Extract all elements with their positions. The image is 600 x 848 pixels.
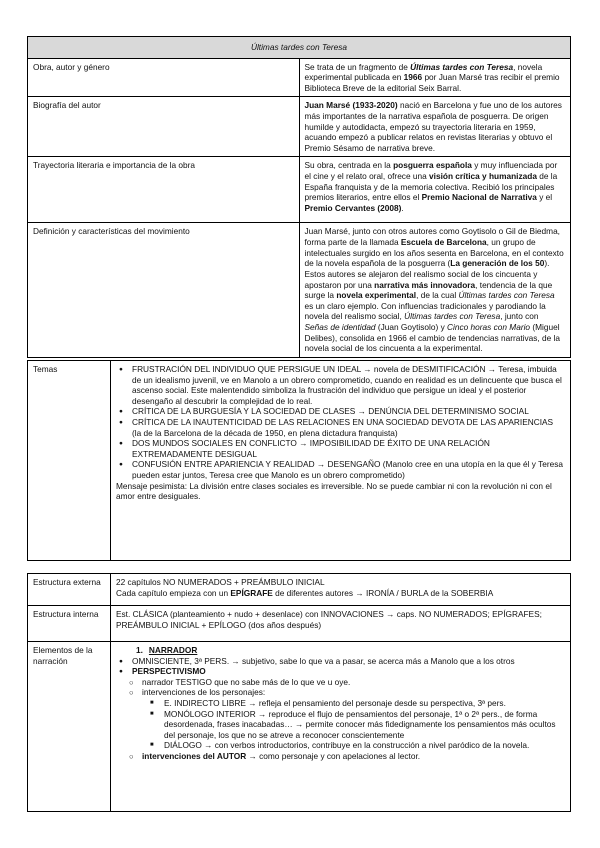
trayectoria-text-7: y el	[536, 192, 553, 203]
obra-row	[28, 58, 571, 97]
elemento-subitem: ○ narrador TESTIGO que no sabe más de lo que ve u oye.	[116, 677, 564, 688]
definicion-text-17: (Miguel Delibes), consolida en 1966 el cambio de tendencias narrativas, de la novela social de los cincuenta a la experimental.	[304, 321, 561, 354]
estructura-externa-content	[111, 574, 571, 606]
trayectoria-text-1: Su obra, centrada en la	[304, 160, 394, 171]
elementos-row	[28, 642, 571, 812]
temas-row	[28, 361, 571, 561]
autor-intervenciones-text: → como personaje y con apelaciones al lector.	[246, 751, 421, 762]
tema-item: ● CRÍTICA DE LA INAUTENTICIDAD DE LAS RELACIONES EN UNA SOCIEDAD DEVOTA DE LAS APARIENCIAS (la de la Barcelona de la década de 1950, en plena dictadura franquista)	[116, 417, 564, 438]
estructura-externa-text-c: de diferentes autores → IRONÍA / BURLA de la SOBERBIA	[272, 587, 494, 598]
obra-title: Últimas tardes con Teresa	[410, 61, 514, 72]
elemento-subitem: ○ intervenciones de los personajes:	[116, 687, 564, 698]
narrador-heading	[116, 645, 564, 656]
autor-intervenciones: intervenciones del AUTOR	[142, 751, 247, 762]
temas-list	[116, 364, 564, 481]
definicion-text-12: Últimas tardes con Teresa	[404, 311, 501, 322]
trayectoria-text-5: de la España franquista y de la memoria colectiva. Recibió los principales premios literarios, entre ellos el	[304, 171, 558, 203]
trayectoria-row	[28, 157, 571, 223]
trayectoria-text-2: posguerra española	[393, 160, 472, 171]
biografia-row	[28, 97, 571, 157]
estructura-externa-row	[28, 574, 571, 606]
elemento-subitem	[116, 751, 564, 762]
tema-item: ● CONFUSIÓN ENTRE APARIENCIA Y REALIDAD → DESENGAÑO (Manolo cree en una utopía en la que él y Teresa pueden estar juntos, Teresa cree que Manolo es un obrero comprometido)	[116, 459, 564, 480]
definicion-text-4: La generación de los 50	[450, 258, 545, 269]
obra-year: 1966	[403, 72, 423, 83]
elemento-item: ● OMNISCIENTE, 3ª PERS. → subjetivo, sabe lo que va a pasar, se acerca más a Manolo que a los otros	[116, 656, 564, 667]
estructura-externa-line-1: 22 capítulos NO NUMERADOS + PREÁMBULO INICIAL	[116, 577, 325, 587]
estructura-table	[27, 573, 571, 812]
trayectoria-text-4: visión crítica y humanizada	[429, 171, 537, 182]
tema-item: ● CRÍTICA DE LA BURGUESÍA Y LA SOCIEDAD DE CLASES → DENÚNCIA DEL DETERMINISMO SOCIAL	[116, 406, 564, 417]
definicion-text-16: Cinco horas con Mario	[447, 321, 531, 332]
definicion-text-10: Últimas tardes con Teresa	[458, 290, 555, 301]
trayectoria-text-9: .	[401, 202, 404, 213]
definicion-content	[299, 223, 571, 357]
obra-text-5: por Juan Marsé tras recibir el premio Biblioteca Breve de la editorial Seix Barral.	[304, 72, 560, 93]
document-title: Últimas tardes con Teresa	[28, 37, 571, 59]
estructura-externa-label: Estructura externa	[28, 574, 111, 606]
estructura-interna-row	[28, 606, 571, 642]
elementos-label: Elementos de la narración	[28, 642, 111, 812]
trayectoria-label: Trayectoria literaria e importancia de la obra	[28, 157, 300, 223]
trayectoria-content	[299, 157, 571, 223]
obra-text-3: , novela experimental publicada en	[304, 61, 543, 83]
title-row	[28, 37, 571, 59]
biografia-text: nació en Barcelona y fue uno de los autores más importantes de la narrativa española de posguerra. De origen humilde y autodidacta, empezó su trayectoria literaria en 1959, acuando empezó a publicar relatos en revistas literarias y obtuvo el Premio Sésamo de narrativa breve.	[304, 100, 562, 153]
biografia-author: Juan Marsé (1933-2020)	[304, 100, 398, 111]
temas-mensaje: Mensaje pesimista: La división entre clases sociales es irreversible. No se puede cambiar ni con la revolución ni con el amor entre desiguales.	[116, 480, 552, 502]
narrador-number: 1.	[136, 645, 143, 655]
info-table	[27, 36, 571, 358]
estructura-interna-content: Est. CLÁSICA (planteamiento + nudo + desenlace) con INNOVACIONES → caps. NO NUMERADOS; EPÍGRAFES; PREÁMBULO INICIAL + EPÍLOGO (dos años después)	[111, 606, 571, 642]
trayectoria-text-3: y muy influenciada por el cine y el relato oral, ofrece una	[304, 160, 558, 182]
tema-item: ● DOS MUNDOS SOCIALES EN CONFLICTO → IMPOSIBILIDAD DE ÉXITO DE UNA RELACIÓN EXTREMADAMENTE DESIGUAL	[116, 438, 564, 459]
temas-label: Temas	[28, 361, 111, 561]
elemento-subsubitem: ■ DIÁLOGO → con verbos introductorios, contribuye en la construcción a nivel paródico de la novela.	[116, 740, 564, 751]
definicion-label: Definición y características del movimiento	[28, 223, 300, 357]
definicion-text-7: , tendencia de la que surge la	[304, 279, 553, 301]
definicion-text-11: es un claro ejemplo. Con influencias tradicionales y parodiando la novela del realismo social,	[304, 300, 546, 322]
definicion-text-14: Señas de identidad	[304, 321, 376, 332]
biografia-label: Biografía del autor	[28, 97, 300, 157]
obra-text-1: Se trata de un fragmento de	[304, 61, 411, 72]
elementos-content	[111, 642, 571, 812]
estructura-externa-epigrafe: EPÍGRAFE	[230, 587, 273, 598]
definicion-text-3: , un grupo de intelectuales surgido en los años sesenta en Barcelona, en el contexto de la novela española de la posguerra (	[304, 237, 564, 269]
biografia-content	[299, 97, 571, 157]
elemento-subsubitem: ■ E. INDIRECTO LIBRE → refleja el pensamiento del personaje desde su perspectiva, 3ª pers.	[116, 698, 564, 709]
temas-table	[27, 360, 571, 561]
definicion-text-1: Juan Marsé, junto con otros autores como Goytisolo o Gil de Biedma, forma parte de la llamada	[304, 226, 560, 248]
trayectoria-text-8: Premio Cervantes (2008)	[304, 202, 402, 213]
estructura-externa-text-a: Cada capítulo empieza con un	[116, 587, 231, 598]
definicion-row	[28, 223, 571, 357]
trayectoria-text-6: Premio Nacional de Narrativa	[421, 192, 537, 203]
tema-item: ● FRUSTRACIÓN DEL INDIVIDUO QUE PERSIGUE UN IDEAL → novela de DESMITIFICACIÓN → Teresa, imbuida de un idealismo juvenil, ve en Manolo a un obrero comprometido, cuando en realidad es un delincuente que busca el ascenso social. Este malentendido simboliza la frustración del individuo que persigue un ideal y el posterior desengaño al descubrir la complejidad de lo real.	[116, 364, 564, 406]
definicion-text-8: novela experimental	[336, 290, 417, 301]
definicion-text-2: Escuela de Barcelona	[400, 237, 487, 248]
definicion-text-6: narrativa más innovadora	[374, 279, 476, 290]
estructura-interna-label: Estructura interna	[28, 606, 111, 642]
definicion-text-5: ). Estos autores se alejaron del realismo social de los cincuenta y apostaron por una	[304, 258, 550, 290]
temas-content	[111, 361, 571, 561]
elemento-item: ● PERSPECTIVISMO	[116, 666, 564, 677]
definicion-text-9: , de la cual	[416, 290, 459, 301]
obra-content	[299, 58, 571, 97]
elemento-subsubitem: ■ MONÓLOGO INTERIOR → reproduce el flujo de pensamientos del personaje, 1ª o 2ª pers., de forma desordenada, frases inacabadas… → permite conocer más fidedignamente los pensamientos más ocultos del personaje, los que no se atreve a reconocer conscientemente	[116, 709, 564, 741]
obra-label: Obra, autor y género	[28, 58, 300, 97]
definicion-text-13: , junto con	[500, 311, 539, 322]
narrador-title: NARRADOR	[148, 645, 198, 655]
estructura-externa-line-2	[116, 588, 564, 599]
definicion-text-15: (Juan Goytisolo) y	[375, 321, 448, 332]
